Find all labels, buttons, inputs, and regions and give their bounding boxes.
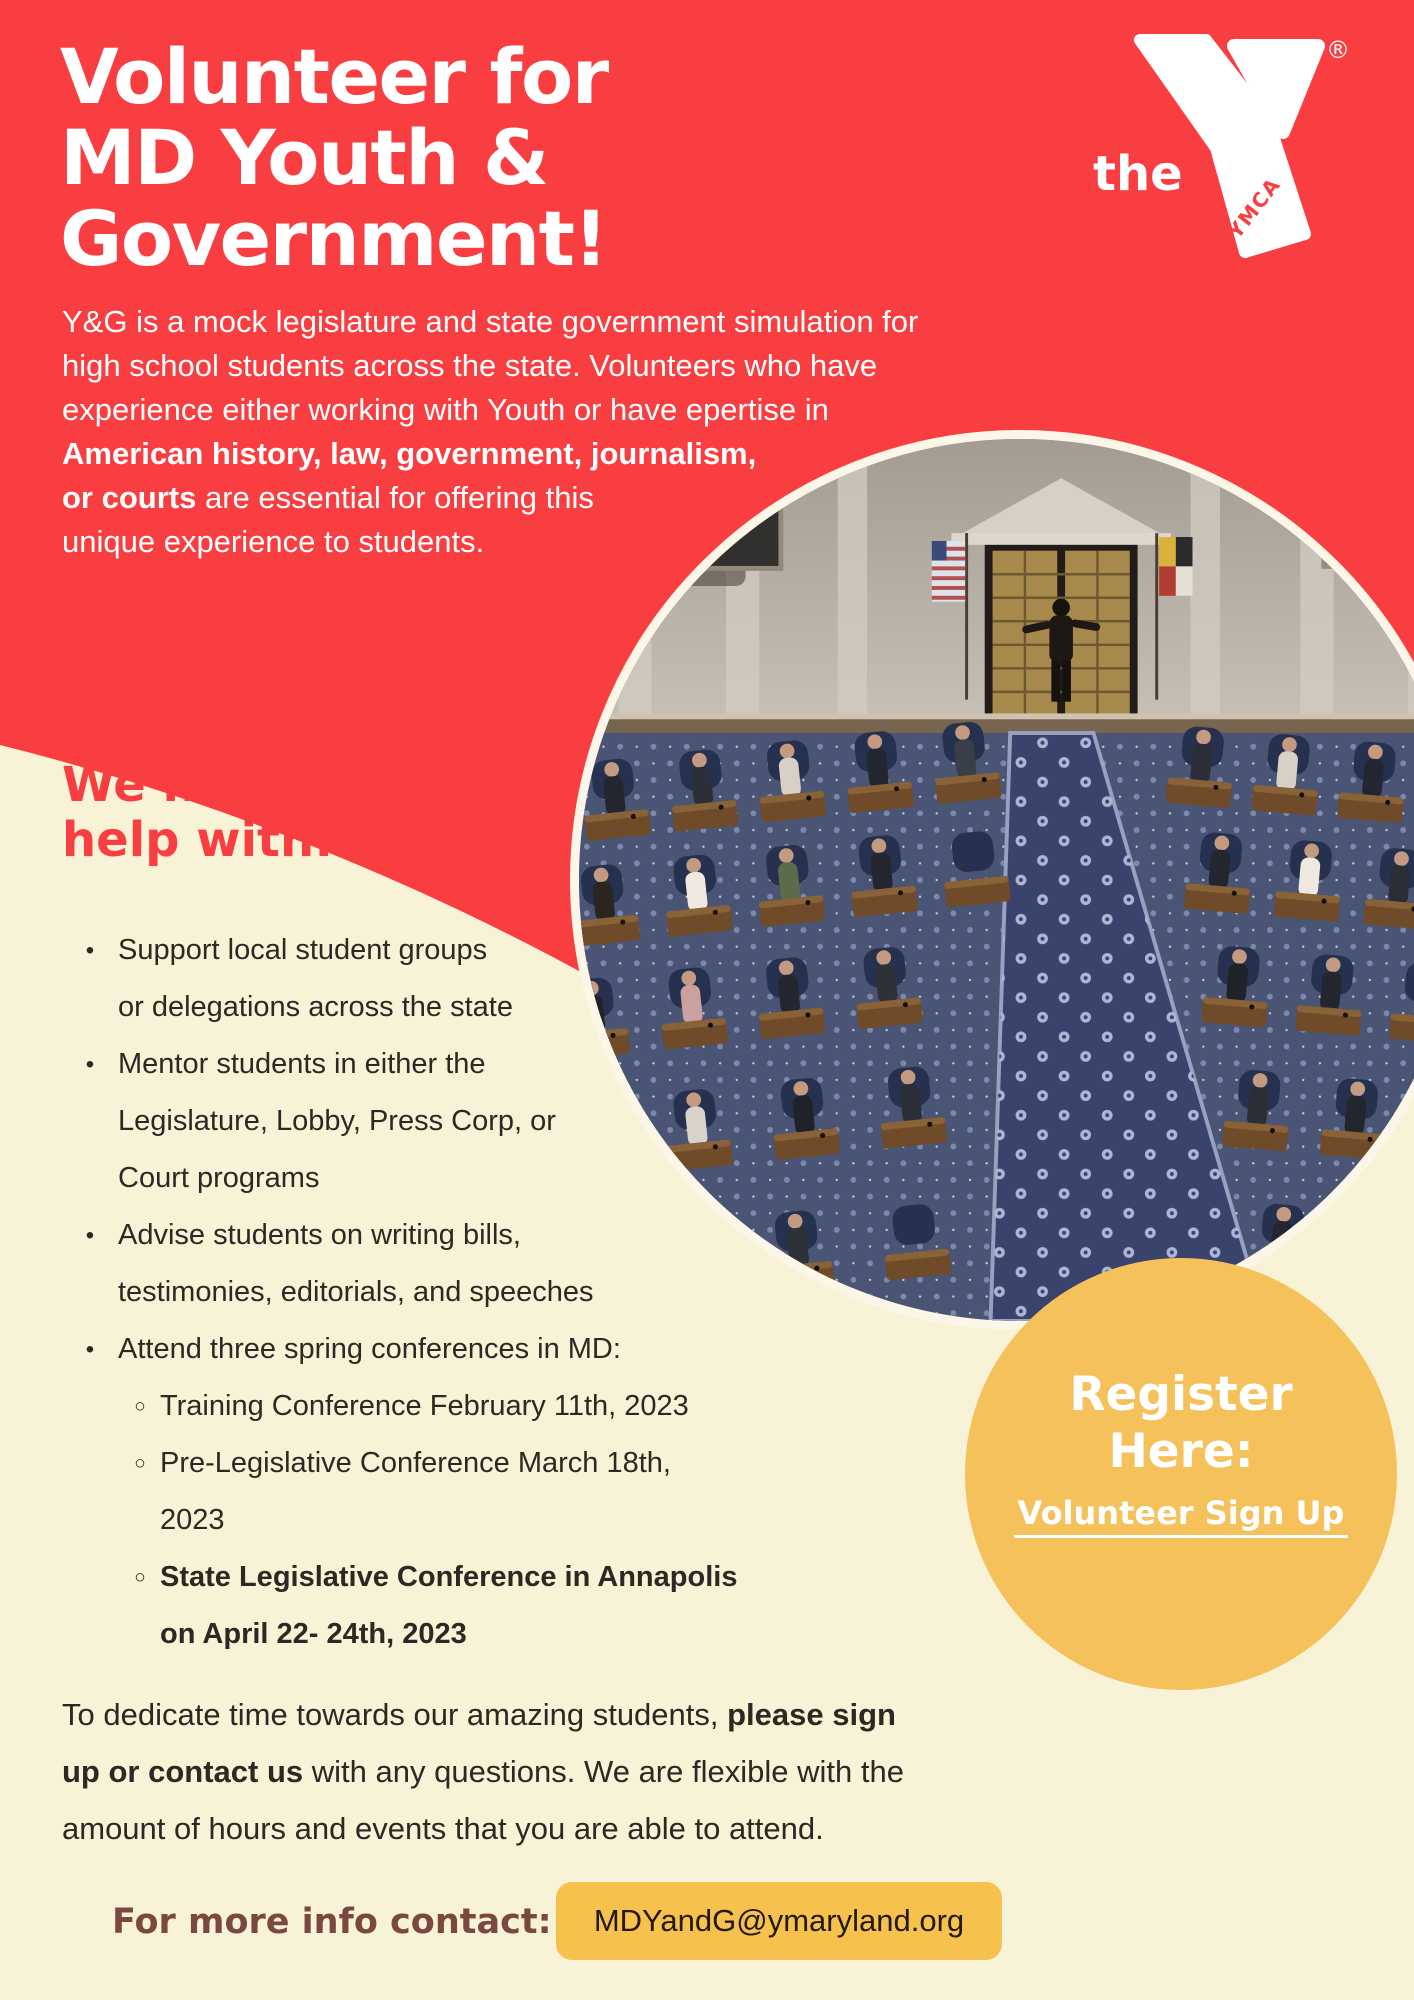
contact-email-box[interactable] xyxy=(556,1882,1002,1960)
register-circle xyxy=(965,1258,1397,1690)
list-item-continuation: or delegations across the state xyxy=(118,991,513,1023)
register-heading: Register xyxy=(1069,1367,1293,1422)
sub-list-item: ○ Training Conference February 11th, 2023 xyxy=(62,1378,737,1435)
help-heading: We need help with: xyxy=(62,757,334,868)
list-item: • Support local student groups xyxy=(62,922,737,979)
logo-the-text: the xyxy=(1093,146,1183,202)
intro-line: unique experience to students. xyxy=(62,524,485,559)
bullet-dot-icon: • xyxy=(85,936,95,964)
ymca-logo xyxy=(1060,24,1414,264)
contact-email[interactable]: MDYandG@ymaryland.org xyxy=(593,1903,965,1938)
registered-mark: ® xyxy=(1326,36,1350,64)
list-item-continuation: Court programs xyxy=(118,1162,320,1194)
logo-ymca-text: YMCA xyxy=(1223,172,1286,244)
intro-line: experience either working with Youth or have epertise in xyxy=(62,392,829,427)
list-item: • Advise students on writing bills, xyxy=(62,1207,737,1264)
outro-line: amount of hours and events that you are able to attend. xyxy=(62,1811,824,1846)
sub-list-item: ○ State Legislative Conference in Annapolis xyxy=(62,1549,737,1606)
bullet-ring-icon: ○ xyxy=(134,1452,146,1474)
list-item-continuation: Legislature, Lobby, Press Corp, or xyxy=(118,1105,556,1137)
title-line: MD Youth & xyxy=(60,113,548,202)
list-item-continuation: testimonies, editorials, and speeches xyxy=(118,1276,594,1308)
sub-list-item-continuation: 2023 xyxy=(160,1504,225,1536)
bullet-ring-icon: ○ xyxy=(134,1395,146,1417)
register-heading: Here: xyxy=(1108,1424,1254,1479)
outro-line: To dedicate time towards our amazing students, please sign xyxy=(62,1697,896,1732)
sub-list-item-continuation: on April 22- 24th, 2023 xyxy=(160,1618,467,1650)
outro-line: up or contact us with any questions. We are flexible with the xyxy=(62,1754,904,1789)
bullet-dot-icon: • xyxy=(85,1221,95,1249)
contact-label: For more info contact: xyxy=(112,1902,552,1942)
intro-line: or courts are essential for offering this xyxy=(62,480,594,515)
list-item: • Attend three spring conferences in MD: xyxy=(62,1321,737,1378)
outro-paragraph xyxy=(62,1686,904,1857)
volunteer-signup-link[interactable]: Volunteer Sign Up xyxy=(1014,1494,1349,1538)
intro-line: high school students across the state. Volunteers who have xyxy=(62,348,878,383)
title-line: Government! xyxy=(60,194,607,283)
intro-line: Y&G is a mock legislature and state government simulation for xyxy=(62,304,919,339)
title-line: Volunteer for xyxy=(60,32,608,121)
page-title xyxy=(60,32,608,283)
intro-line: American history, law, government, journalism, xyxy=(62,436,757,471)
bullet-ring-icon: ○ xyxy=(134,1566,146,1588)
sub-list-item: ○ Pre-Legislative Conference March 18th, xyxy=(62,1435,737,1492)
bullet-dot-icon: • xyxy=(85,1335,95,1363)
bullet-dot-icon: • xyxy=(85,1050,95,1078)
list-item: • Mentor students in either the xyxy=(62,1036,737,1093)
help-list xyxy=(62,922,737,1663)
